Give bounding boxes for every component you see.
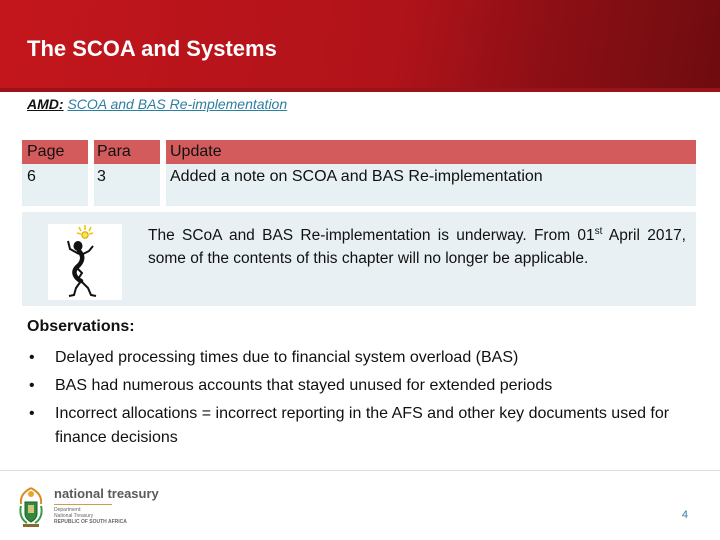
note-text: The SCoA and BAS Re-implementation is underway. From 01st April 2017, some of the contents of this chapter will no longer be applicable. [148,225,686,267]
list-item: • Delayed processing times due to financial system overload (BAS) [27,346,699,370]
cell-para: 3 [97,168,106,185]
title-bar [0,0,720,90]
header-para: Para [97,143,131,160]
amendment-heading [27,96,287,112]
national-treasury-logo [14,486,164,530]
observations-list [27,346,699,454]
page-number: 4 [681,509,688,521]
coat-of-arms-icon [14,486,48,528]
amendment-title: SCOA and BAS Re-implementation [67,96,288,112]
slide-title: The SCOA and Systems [27,36,277,61]
logo-line: REPUBLIC OF SOUTH AFRICA [54,519,127,525]
idea-person-icon [48,224,122,300]
header-update: Update [170,143,222,160]
column-divider [160,140,166,206]
header-page: Page [27,143,65,160]
footer-divider [0,470,720,471]
title-bar-accent [0,88,720,92]
observations-title: Observations: [27,318,135,335]
list-item: • BAS had numerous accounts that stayed unused for extended periods [27,374,699,398]
cell-page: 6 [27,168,36,185]
logo-line: National Treasury [54,513,94,519]
logo-name: national treasury [54,486,159,501]
list-item: • Incorrect allocations = incorrect reporting in the AFS and other key documents used for finance decisions [27,402,699,450]
logo-line: Department: [54,507,82,513]
logo-rule [54,504,112,505]
column-divider [88,140,94,206]
amendment-label: AMD: [27,96,64,112]
cell-update: Added a note on SCOA and BAS Re-implementation [170,168,543,185]
